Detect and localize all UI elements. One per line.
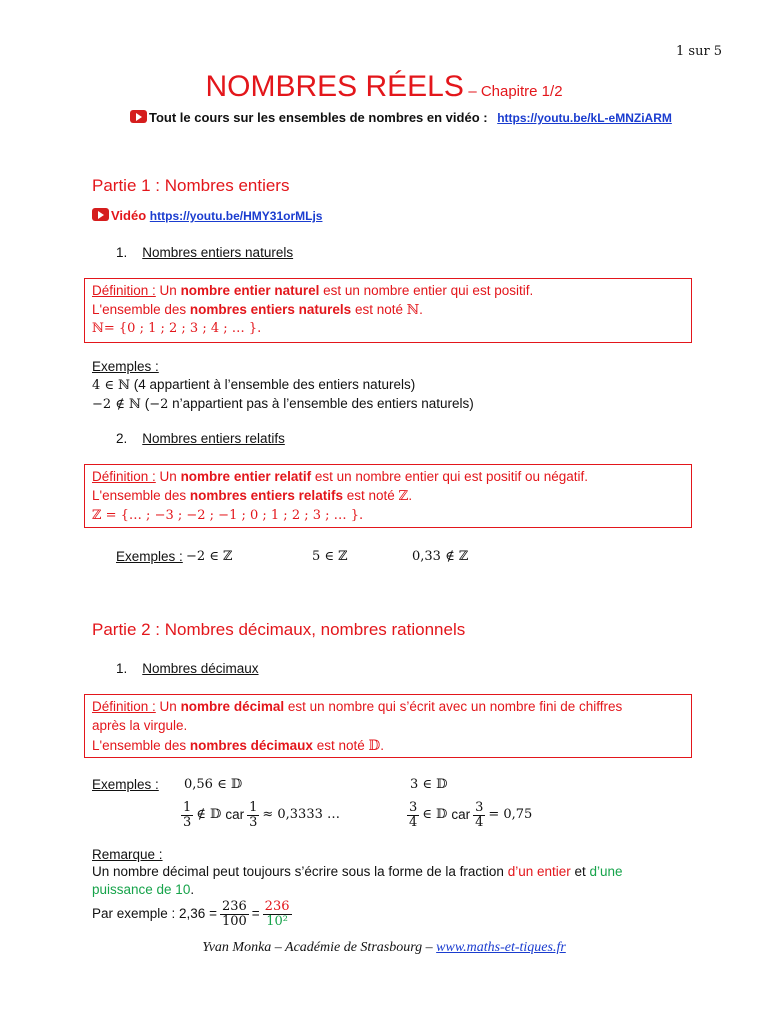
fraction-1-3-b: $\frac{1}{3}$ xyxy=(249,799,258,830)
example-decimal-2: 3 ∈ 𝔻 xyxy=(410,777,448,792)
example-relatif-1: −2 ∈ ℤ xyxy=(186,549,233,564)
remark-label: Remarque : xyxy=(92,847,163,862)
example-fraction-decimal: Par exemple : 2,36 = $\frac{236}{100}$ = $\frac{236}{\text{10²}}$ xyxy=(92,898,290,929)
partie1-heading: Partie 1 : Nombres entiers xyxy=(92,176,290,195)
example-fraction-1: $\frac{1}{3}$ ∉ 𝔻 car $\frac{1}{3}$ ≈ 0,3333 … xyxy=(183,799,341,830)
def1-line3: ℕ= {0 ; 1 ; 2 ; 3 ; 4 ; … }. xyxy=(92,321,262,336)
section-1-2-title: 2. Nombres entiers relatifs xyxy=(116,431,285,446)
video-label: Vidéo xyxy=(111,208,147,223)
partie1-video-line xyxy=(92,206,322,227)
def1-line1: Définition : Un nombre entier naturel est un nombre entier qui est positif. xyxy=(92,283,534,298)
remark-line-2: puissance de 10. xyxy=(92,882,195,897)
fraction-1-3: $\frac{1}{3}$ xyxy=(183,799,192,830)
fraction-236-100: $\frac{236}{100}$ xyxy=(221,898,247,929)
section-1-1-title: 1. Nombres entiers naturels xyxy=(116,245,294,260)
title-main: NOMBRES RÉELS xyxy=(205,70,464,103)
def3-line3: L'ensemble des nombres décimaux est noté 𝔻. xyxy=(92,738,384,754)
example-relatif-3: 0,33 ∉ ℤ xyxy=(412,549,469,564)
partie2-heading: Partie 2 : Nombres décimaux, nombres rationnels xyxy=(92,620,466,639)
remark-line-1: Un nombre décimal peut toujours s’écrire sous la forme de la fraction d’un entier et d’une xyxy=(92,864,623,879)
youtube-play-icon[interactable] xyxy=(92,208,109,221)
def3-line1: Définition : Un nombre décimal est un nombre qui s’écrit avec un nombre fini de chiffres xyxy=(92,699,623,714)
examples-label-2: Exemples : xyxy=(116,549,183,564)
example-line-1: 4 ∈ ℕ (4 appartient à l’ensemble des entiers naturels) xyxy=(92,377,416,393)
footer xyxy=(0,940,768,956)
def2-line2: L'ensemble des nombres entiers relatifs est noté ℤ. xyxy=(92,488,413,504)
examples-label-1: Exemples : xyxy=(92,359,159,374)
title-sub: – Chapitre 1/2 xyxy=(468,83,563,100)
footer-text: Yvan Monka – Académie de Strasbourg – xyxy=(202,940,437,955)
intro-text: Tout le cours sur les ensembles de nombres en vidéo : xyxy=(149,110,488,125)
example-fraction-2: $\frac{3}{4}$ ∈ 𝔻 car $\frac{3}{4}$ = 0,75 xyxy=(409,799,533,830)
def2-line1: Définition : Un nombre entier relatif est un nombre entier qui est positif ou négatif. xyxy=(92,469,589,484)
example-line-2: −2 ∉ ℕ (−2 n’appartient pas à l’ensemble des entiers naturels) xyxy=(92,396,474,412)
example-decimal-1: 0,56 ∈ 𝔻 xyxy=(184,777,243,792)
youtube-play-icon[interactable] xyxy=(130,110,147,123)
intro-video-link[interactable]: https://youtu.be/kL-eMNZiARM xyxy=(497,111,672,125)
section-2-1-title: 1. Nombres décimaux xyxy=(116,661,259,676)
fraction-3-4: $\frac{3}{4}$ xyxy=(409,799,418,830)
page-title xyxy=(0,70,768,104)
def3-line2: après la virgule. xyxy=(92,718,188,733)
examples-label-3: Exemples : xyxy=(92,777,159,792)
def2-line3: ℤ = {… ; −3 ; −2 ; −1 ; 0 ; 1 ; 2 ; 3 ; … }. xyxy=(92,508,364,523)
def1-line2: L'ensemble des nombres entiers naturels est noté ℕ. xyxy=(92,302,423,318)
intro-line xyxy=(130,108,672,129)
footer-link[interactable]: www.maths-et-tiques.fr xyxy=(436,940,566,955)
page-number: 1 sur 5 xyxy=(676,44,723,59)
fraction-3-4-b: $\frac{3}{4}$ xyxy=(475,799,484,830)
fraction-236-10-squared: $\frac{236}{\text{10²}}$ xyxy=(264,898,290,929)
partie1-video-link[interactable]: https://youtu.be/HMY31orMLjs xyxy=(149,209,323,223)
example-relatif-2: 5 ∈ ℤ xyxy=(312,549,348,564)
